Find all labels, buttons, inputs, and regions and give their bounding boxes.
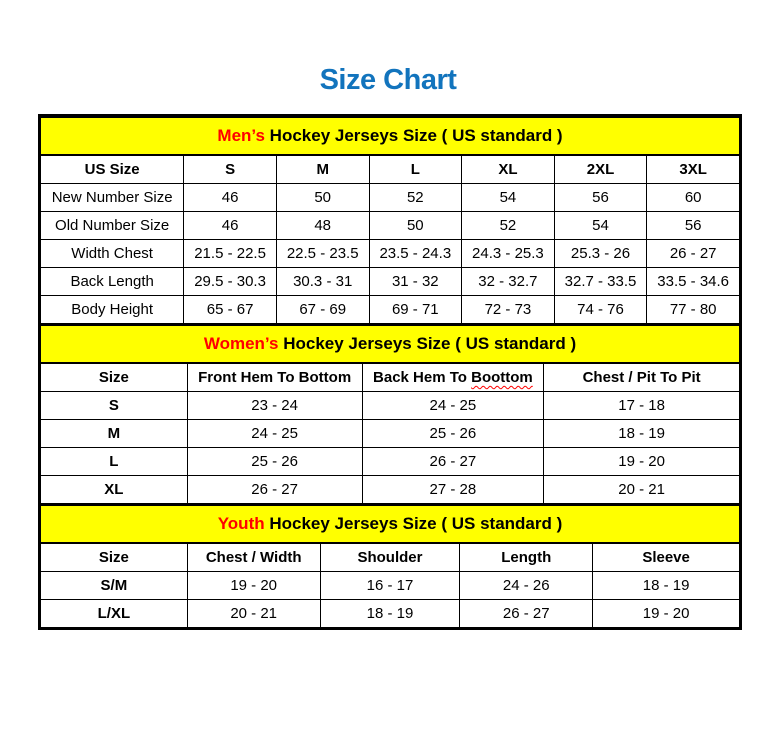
cell-value: 56 — [647, 212, 740, 240]
youth-column-header-row — [41, 543, 740, 572]
cell-value: 54 — [462, 184, 555, 212]
row-label: New Number Size — [41, 184, 184, 212]
mens-col-s: S — [184, 155, 277, 184]
youth-size-table — [40, 504, 740, 628]
mens-col-l: L — [369, 155, 462, 184]
table-row — [41, 268, 740, 296]
cell-value: 50 — [276, 184, 369, 212]
mens-col-3xl: 3XL — [647, 155, 740, 184]
cell-value: 16 - 17 — [320, 572, 460, 600]
youth-col-shoulder: Shoulder — [320, 543, 460, 572]
cell-value: 77 - 80 — [647, 296, 740, 324]
cell-value: 24 - 25 — [187, 420, 362, 448]
youth-section-header-row — [41, 505, 740, 543]
table-row — [41, 572, 740, 600]
row-label: Back Length — [41, 268, 184, 296]
table-row — [41, 448, 740, 476]
row-label: Body Height — [41, 296, 184, 324]
back-hem-prefix: Back Hem To — [373, 369, 467, 386]
cell-value: 26 - 27 — [187, 476, 362, 504]
table-row — [41, 420, 740, 448]
row-label: S/M — [41, 572, 188, 600]
womens-col-size: Size — [41, 363, 188, 392]
cell-value: 19 - 20 — [544, 448, 740, 476]
cell-value: 23.5 - 24.3 — [369, 240, 462, 268]
page-title: Size Chart — [319, 64, 457, 96]
cell-value: 25.3 - 26 — [554, 240, 647, 268]
mens-heading-rest: Hockey Jerseys Size ( US standard ) — [264, 126, 563, 145]
table-row — [41, 240, 740, 268]
table-row — [41, 184, 740, 212]
mens-heading-accent: Men’s — [217, 126, 265, 145]
cell-value: 54 — [554, 212, 647, 240]
cell-value: 22.5 - 23.5 — [276, 240, 369, 268]
mens-col-m: M — [276, 155, 369, 184]
cell-value: 30.3 - 31 — [276, 268, 369, 296]
cell-value: 33.5 - 34.6 — [647, 268, 740, 296]
cell-value: 46 — [184, 184, 277, 212]
table-row — [41, 296, 740, 324]
youth-heading-rest: Hockey Jerseys Size ( US standard ) — [264, 514, 563, 533]
cell-value: 52 — [369, 184, 462, 212]
cell-value: 19 - 20 — [187, 572, 320, 600]
cell-value: 17 - 18 — [544, 392, 740, 420]
cell-value: 46 — [184, 212, 277, 240]
cell-value: 32 - 32.7 — [462, 268, 555, 296]
cell-value: 23 - 24 — [187, 392, 362, 420]
cell-value: 18 - 19 — [320, 600, 460, 628]
youth-col-length: Length — [460, 543, 593, 572]
cell-value: 67 - 69 — [276, 296, 369, 324]
row-label: L/XL — [41, 600, 188, 628]
mens-section-header-row — [41, 117, 740, 155]
womens-size-table — [40, 324, 740, 504]
cell-value: 21.5 - 22.5 — [184, 240, 277, 268]
cell-value: 27 - 28 — [362, 476, 544, 504]
size-chart-page — [0, 64, 776, 630]
cell-value: 72 - 73 — [462, 296, 555, 324]
mens-section-heading — [41, 117, 740, 155]
cell-value: 69 - 71 — [369, 296, 462, 324]
youth-heading-accent: Youth — [217, 514, 265, 533]
cell-value: 18 - 19 — [544, 420, 740, 448]
cell-value: 19 - 20 — [593, 600, 740, 628]
mens-col-xl: XL — [462, 155, 555, 184]
cell-value: 25 - 26 — [187, 448, 362, 476]
cell-value: 24 - 25 — [362, 392, 544, 420]
cell-value: 24.3 - 25.3 — [462, 240, 555, 268]
cell-value: 74 - 76 — [554, 296, 647, 324]
table-row — [41, 392, 740, 420]
womens-heading-rest: Hockey Jerseys Size ( US standard ) — [278, 334, 577, 353]
cell-value: 31 - 32 — [369, 268, 462, 296]
cell-value: 48 — [276, 212, 369, 240]
womens-col-chest: Chest / Pit To Pit — [544, 363, 740, 392]
row-label: Width Chest — [41, 240, 184, 268]
table-row — [41, 476, 740, 504]
youth-col-size: Size — [41, 543, 188, 572]
cell-value: 26 - 27 — [460, 600, 593, 628]
size-tables — [38, 114, 742, 630]
cell-value: 60 — [647, 184, 740, 212]
row-label: XL — [41, 476, 188, 504]
cell-value: 20 - 21 — [544, 476, 740, 504]
cell-value: 26 - 27 — [362, 448, 544, 476]
misspelled-word-spellcheck: Boottom — [471, 369, 533, 386]
cell-value: 65 - 67 — [184, 296, 277, 324]
mens-col-us-size: US Size — [41, 155, 184, 184]
youth-section-heading — [41, 505, 740, 543]
row-label: S — [41, 392, 188, 420]
mens-col-2xl: 2XL — [554, 155, 647, 184]
womens-col-front-hem: Front Hem To Bottom — [187, 363, 362, 392]
row-label: M — [41, 420, 188, 448]
row-label: L — [41, 448, 188, 476]
womens-heading-accent: Women’s — [203, 334, 279, 353]
cell-value: 26 - 27 — [647, 240, 740, 268]
cell-value: 18 - 19 — [593, 572, 740, 600]
table-row — [41, 212, 740, 240]
cell-value: 20 - 21 — [187, 600, 320, 628]
cell-value: 29.5 - 30.3 — [184, 268, 277, 296]
cell-value: 56 — [554, 184, 647, 212]
womens-section-header-row — [41, 325, 740, 363]
womens-column-header-row — [41, 363, 740, 392]
cell-value: 25 - 26 — [362, 420, 544, 448]
mens-column-header-row — [41, 155, 740, 184]
table-row — [41, 600, 740, 628]
cell-value: 52 — [462, 212, 555, 240]
cell-value: 50 — [369, 212, 462, 240]
cell-value: 24 - 26 — [460, 572, 593, 600]
mens-size-table — [40, 116, 740, 324]
youth-col-chest-width: Chest / Width — [187, 543, 320, 572]
womens-col-back-hem — [362, 363, 544, 392]
youth-col-sleeve: Sleeve — [593, 543, 740, 572]
row-label: Old Number Size — [41, 212, 184, 240]
cell-value: 32.7 - 33.5 — [554, 268, 647, 296]
womens-section-heading — [41, 325, 740, 363]
